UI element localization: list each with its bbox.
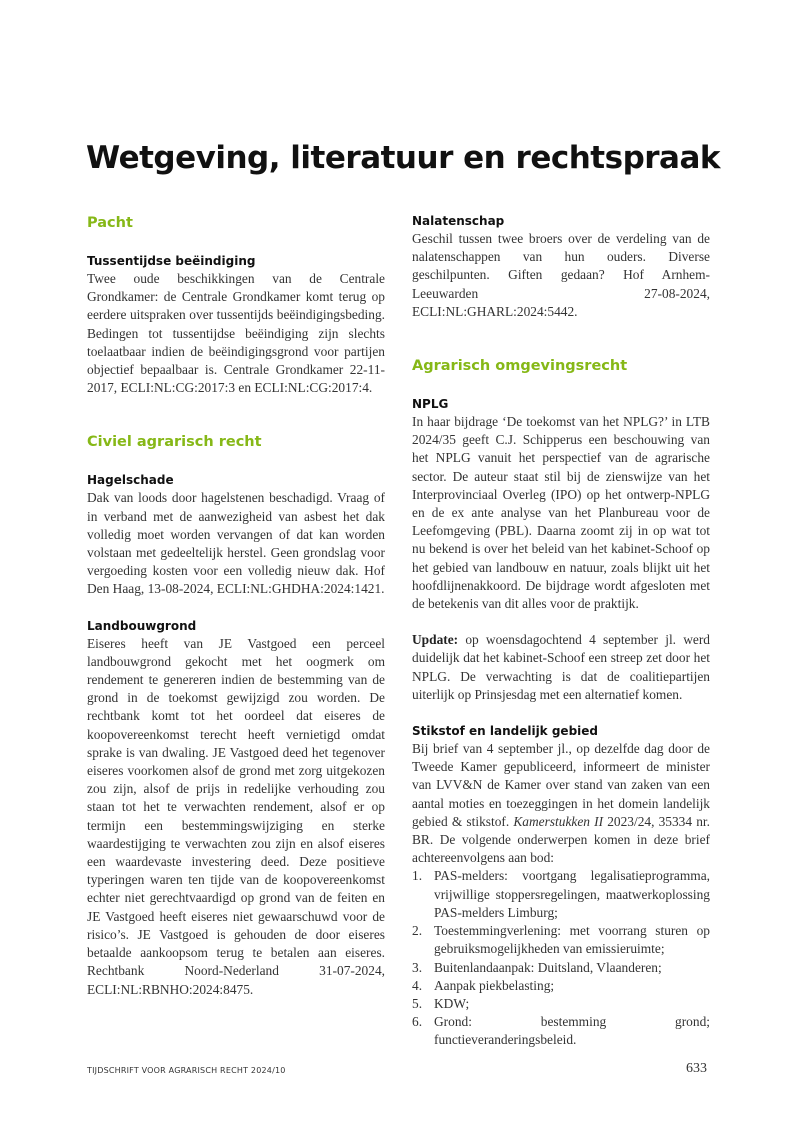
item-heading: Stikstof en landelijk gebied xyxy=(412,724,598,739)
list-item xyxy=(412,995,710,1013)
section-heading-pacht: Pacht xyxy=(87,215,133,231)
update-paragraph xyxy=(412,631,710,704)
list-number: 4. xyxy=(412,977,423,993)
footer-page-number: 633 xyxy=(686,1061,707,1076)
article-nplg xyxy=(412,395,710,704)
body-text: Bij brief van 4 september jl., op dezelfde dag door de Tweede Kamer gepubliceerd, informeert de minister van LVV&N de Kamer over stand van zaken van een aantal moties en toezeggingen in het domein landelijk gebied & stikstof. xyxy=(412,741,710,829)
item-heading: Landbouwgrond xyxy=(87,618,197,633)
section-heading-civiel-agrarisch-recht: Civiel agrarisch recht xyxy=(87,434,262,451)
item-body: Twee oude beschikkingen van de Centrale Grondkamer: de Centrale Grondkamer komt terug op eerdere uitspraken over tussentijds beëindigingsbeding. Bedingen tot tussentijdse beëindiging zijn slechts toelaatbaar indien de beëindigingsgrond voor partijen objectief bepaalbaar is. Centrale Grondkamer 22-11-2017, ECLI:NL:CG:2017:3 en ECLI:NL:CG:2017:4. xyxy=(87,271,385,396)
item-body: Dak van loods door hagelstenen beschadigd. Vraag of in verband met de aanwezigheid van asbest het dak volledig moet worden vervangen of dat kan worden volstaan met gedeeltelijk herstel. Geen grondslag voor vergoeding kosten voor een volledig nieuw dak. Hof Den Haag, 13-08-2024, ECLI:NL:GHDHA:2024:1421. xyxy=(87,490,385,597)
list-item xyxy=(412,1013,710,1049)
list-number: 5. xyxy=(412,995,423,1011)
item-body xyxy=(412,740,710,867)
item-heading: Tussentijdse beëindiging xyxy=(87,254,256,268)
item-body: Eiseres heeft van JE Vastgoed een perceel landbouwgrond gekocht met het oogmerk om rendement te genereren indien de bestemming van de grond in de toekomst gewijzigd zou worden. De rechtbank komt tot het oordeel dat eiseres de koopovereenkomst terecht heeft vernietigd omdat sprake is van dwaling. JE Vastgoed deed het tegenover eiseres voorkomen alsof de grond met zorg uitgekozen zou zijn, alsof de prijs in redelijke verhouding zou staan tot het te verwachten rendement, alsof er op termijn een bestemmingswijziging en sterke waardestijging te verwachten zou zijn en alsof eiseres een waardevaste investering deed. Deze positieve typeringen waren ten tijde van de koopovereenkomst echter niet gerechtvaardigd op grond van de feiten en JE Vastgoed heeft eiseres niet gewaarschuwd voor de risico’s. JE Vastgoed is gehouden de door eiseres betaalde aankoopsom terug te betalen aan eiseres. Rechtbank Noord-Nederland 31-07-2024, ECLI:NL:RBNHO:2024:8475. xyxy=(87,635,385,997)
article-landbouwgrond xyxy=(87,617,385,999)
article-tussentijdse-beeindiging xyxy=(87,252,385,397)
list-number: 3. xyxy=(412,959,423,975)
list-text: Buitenlandaanpak: Duitsland, Vlaanderen; xyxy=(434,959,662,975)
list-item xyxy=(412,977,710,995)
list-text: Aanpak piekbelasting; xyxy=(434,977,555,993)
item-body: In haar bijdrage ‘De toekomst van het NPLG?’ in LTB 2024/35 geeft C.J. Schipperus een beschouwing van het NPLG vanuit het perspectief van de agrarische sector. De auteur staat stil bij de zienswijze van het Interprovinciaal Overleg (IPO) op het ontwerp-NPLG en de ex ante analyse van het Planbureau voor de Leefomgeving (PBL). Daarna zoomt zij in op wat tot nu bekend is over het beleid van het kabinet-Schoof op het gebied van landbouw en natuur, zoals blijkt uit het hoofdlijnenakkoord. De bijdrage wordt afgesloten met de betekenis van dit alles voor de praktijk. xyxy=(412,414,710,612)
list-text: Toestemmingverlening: met voorrang sturen op gebruiksmogelijkheden van emissieruimte; xyxy=(434,923,710,957)
list-item xyxy=(412,922,710,958)
list-item xyxy=(412,959,710,977)
section-heading-agrarisch-omgevingsrecht: Agrarisch omgevingsrecht xyxy=(412,358,628,375)
list-number: 1. xyxy=(412,868,423,884)
item-heading: Nalatenschap xyxy=(412,214,505,228)
right-column xyxy=(412,212,710,1050)
item-heading: Hagelschade xyxy=(87,473,174,488)
update-label: Update: xyxy=(412,632,459,648)
list-number: 6. xyxy=(412,1014,423,1030)
list-item xyxy=(412,867,710,922)
topic-list xyxy=(412,867,710,1049)
item-heading: NPLG xyxy=(412,397,449,412)
update-body: op woensdagochtend 4 september jl. werd duidelijk dat het kabinet-Schoof een streep zet door het NPLG. De verwachting is dat de coalitiepartijen uiterlijk op Prinsjesdag met een alternatief komen. xyxy=(412,632,710,702)
left-column xyxy=(87,212,385,999)
article-nalatenschap xyxy=(412,212,710,321)
item-body: Geschil tussen twee broers over de verdeling van de nalatenschappen van hun ouders. Diverse geschilpunten. Giften gedaan? Hof Arnhem-Leeuwarden 27-08-2024, ECLI:NL:GHARL:2024:5442. xyxy=(412,231,710,319)
list-text: PAS-melders: voortgang legalisatieprogramma, vrijwillige stoppersregelingen, maatwerkoplossing PAS-melders Limburg; xyxy=(434,868,710,920)
list-number: 2. xyxy=(412,923,423,939)
page-title: Wetgeving, literatuur en rechtspraak xyxy=(86,140,720,176)
citation-italic: Kamerstukken II xyxy=(513,813,604,829)
article-hagelschade xyxy=(87,471,385,598)
body-text: 2023/24, 35334 nr. BR. De volgende onderwerpen komen in deze brief achtereenvolgens aan bod: xyxy=(412,813,710,866)
list-text: Grond: bestemming grond; functieveranderingsbeleid. xyxy=(434,1014,710,1048)
footer-journal-title: TIJDSCHRIFT VOOR AGRARISCH RECHT 2024/10 xyxy=(87,1066,286,1075)
article-stikstof xyxy=(412,722,710,1049)
list-text: KDW; xyxy=(434,995,470,1011)
